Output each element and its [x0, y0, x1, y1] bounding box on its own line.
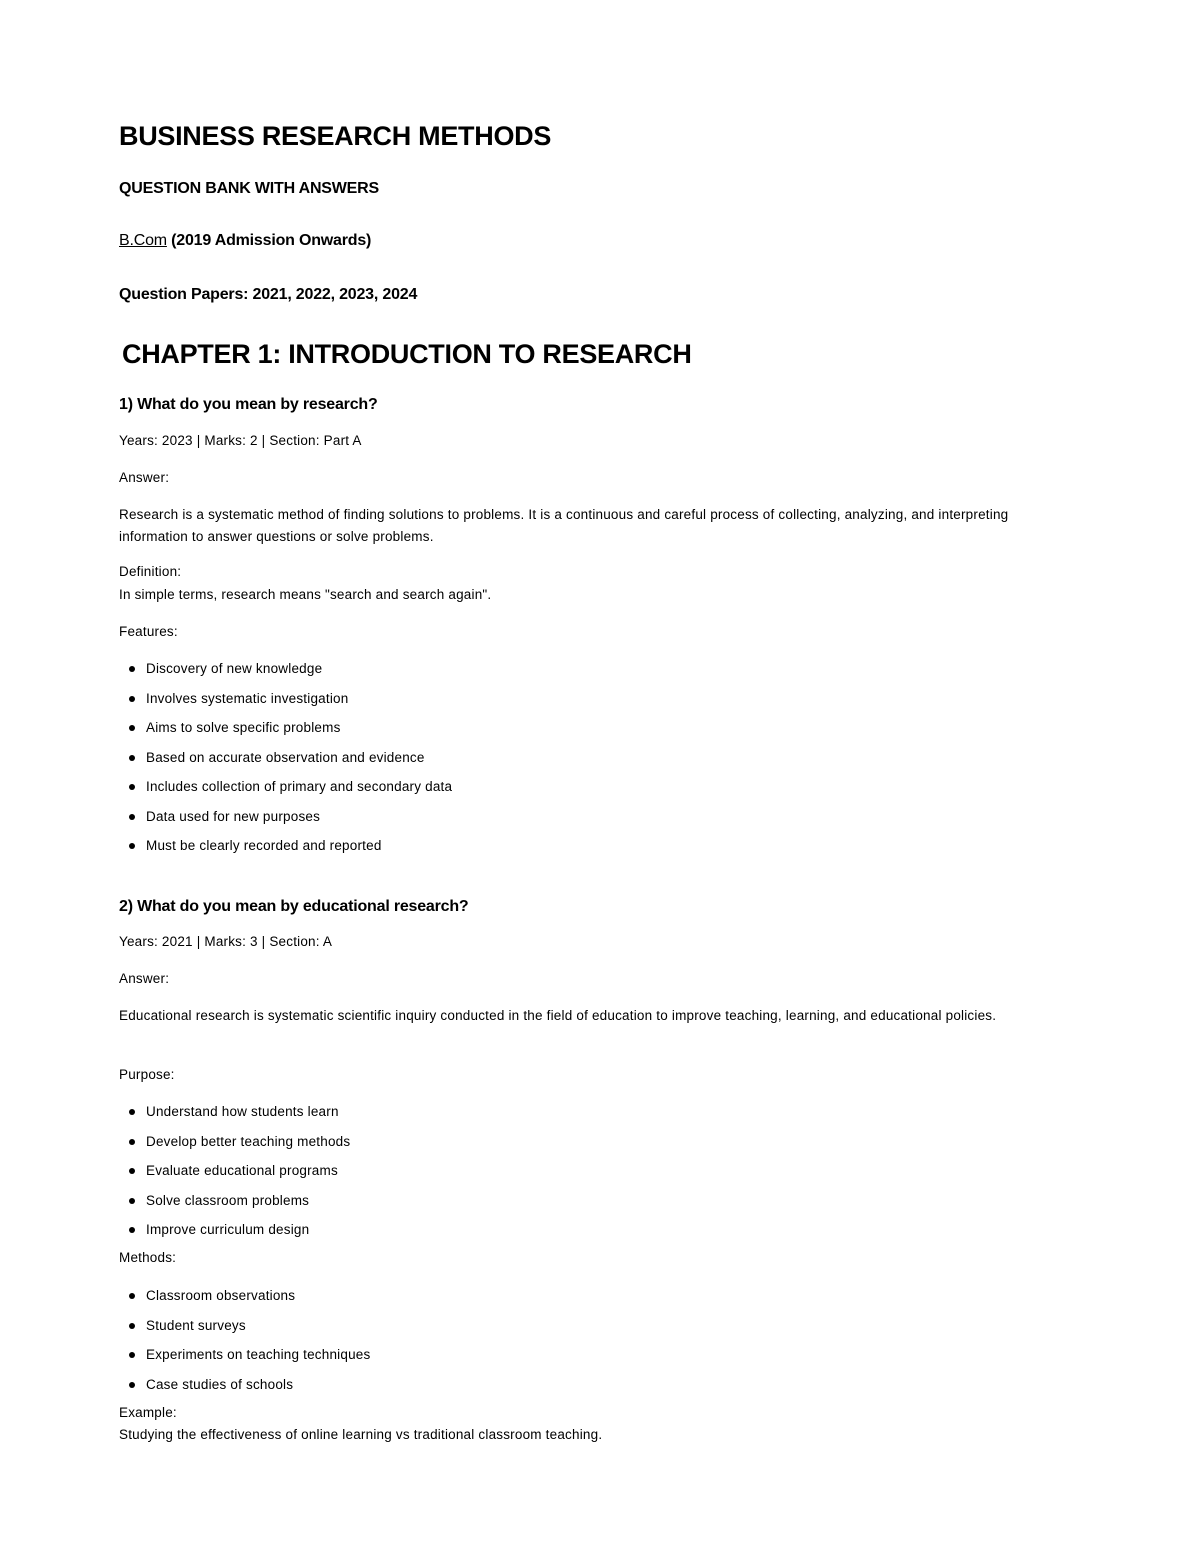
question-1-features-list	[119, 660, 452, 867]
list-item	[119, 1346, 370, 1376]
course-link[interactable]: B.Com	[119, 232, 167, 249]
bullet-icon	[129, 1198, 135, 1204]
bullet-icon	[129, 1293, 135, 1299]
list-item	[119, 778, 452, 808]
question-1-definition-text: In simple terms, research means "search and search again".	[119, 587, 492, 602]
list-item	[119, 749, 452, 779]
bullet-icon	[129, 843, 135, 849]
bullet-icon	[129, 1227, 135, 1233]
question-2-answer-label: Answer:	[119, 971, 170, 986]
document-subtitle: QUESTION BANK WITH ANSWERS	[119, 180, 379, 197]
list-item	[119, 1221, 350, 1251]
list-item-text: Evaluate educational programs	[146, 1163, 338, 1178]
question-2-answer-text: Educational research is systematic scientific inquiry conducted in the field of education to improve teaching, learning, and educational policies.	[119, 1008, 997, 1023]
list-item	[119, 690, 452, 720]
list-item-text: Data used for new purposes	[146, 808, 321, 824]
list-item-text: Improve curriculum design	[146, 1222, 310, 1237]
question-2-purpose-list	[119, 1103, 350, 1251]
bullet-icon	[129, 696, 135, 702]
list-item	[119, 1162, 350, 1192]
bullet-icon	[129, 1382, 135, 1388]
question-2-methods-list	[119, 1287, 370, 1405]
list-item-text: Discovery of new knowledge	[146, 661, 323, 676]
list-item-text: Experiments on teaching techniques	[146, 1347, 371, 1362]
course-line	[119, 232, 371, 250]
question-1-definition-label: Definition:	[119, 564, 182, 579]
question-papers-line: Question Papers: 2021, 2022, 2023, 2024	[119, 286, 418, 303]
list-item	[119, 837, 452, 867]
list-item-text: Case studies of schools	[146, 1376, 294, 1392]
list-item-text: Understand how students learn	[146, 1104, 339, 1119]
question-2-methods-label: Methods:	[119, 1250, 177, 1265]
list-item-text: Develop better teaching methods	[146, 1133, 351, 1149]
list-item-text: Classroom observations	[146, 1288, 296, 1303]
list-item-text: Involves systematic investigation	[146, 690, 349, 706]
question-2-example-label: Example:	[119, 1405, 177, 1420]
bullet-icon	[129, 1352, 135, 1358]
list-item-text: Student surveys	[146, 1317, 246, 1333]
bullet-icon	[129, 1323, 135, 1329]
list-item	[119, 1317, 370, 1347]
list-item	[119, 1287, 370, 1317]
bullet-icon	[129, 725, 135, 731]
list-item-text: Solve classroom problems	[146, 1192, 310, 1208]
list-item-text: Based on accurate observation and evidence	[146, 749, 425, 765]
bullet-icon	[129, 784, 135, 790]
bullet-icon	[129, 1109, 135, 1115]
question-1-answer-text: Research is a systematic method of finding solutions to problems. It is a continuous and careful process of collecting, analyzing, and interpreting information to answer questions or solve problems.	[119, 507, 1009, 544]
bullet-icon	[129, 666, 135, 672]
list-item	[119, 1103, 350, 1133]
chapter-title: CHAPTER 1: INTRODUCTION TO RESEARCH	[122, 339, 692, 369]
list-item	[119, 808, 452, 838]
list-item-text: Includes collection of primary and secondary data	[146, 779, 453, 794]
question-1-features-label: Features:	[119, 624, 178, 639]
bullet-icon	[129, 755, 135, 761]
course-admission: (2019 Admission Onwards)	[166, 232, 372, 249]
list-item	[119, 660, 452, 690]
question-2-title: 2) What do you mean by educational research?	[119, 898, 469, 915]
list-item-text: Aims to solve specific problems	[146, 720, 341, 735]
question-2-example-text: Studying the effectiveness of online learning vs traditional classroom teaching.	[119, 1427, 603, 1442]
list-item	[119, 1133, 350, 1163]
question-1-answer-label: Answer:	[119, 470, 170, 485]
question-1-title: 1) What do you mean by research?	[119, 396, 378, 413]
document-title: BUSINESS RESEARCH METHODS	[119, 121, 552, 151]
bullet-icon	[129, 1139, 135, 1145]
question-2-meta: Years: 2021 | Marks: 3 | Section: A	[119, 934, 333, 949]
list-item	[119, 719, 452, 749]
list-item-text: Must be clearly recorded and reported	[146, 838, 382, 853]
bullet-icon	[129, 814, 135, 820]
bullet-icon	[129, 1168, 135, 1174]
question-1-meta: Years: 2023 | Marks: 2 | Section: Part A	[119, 433, 362, 448]
question-2-purpose-label: Purpose:	[119, 1067, 175, 1082]
list-item	[119, 1192, 350, 1222]
list-item	[119, 1376, 370, 1406]
